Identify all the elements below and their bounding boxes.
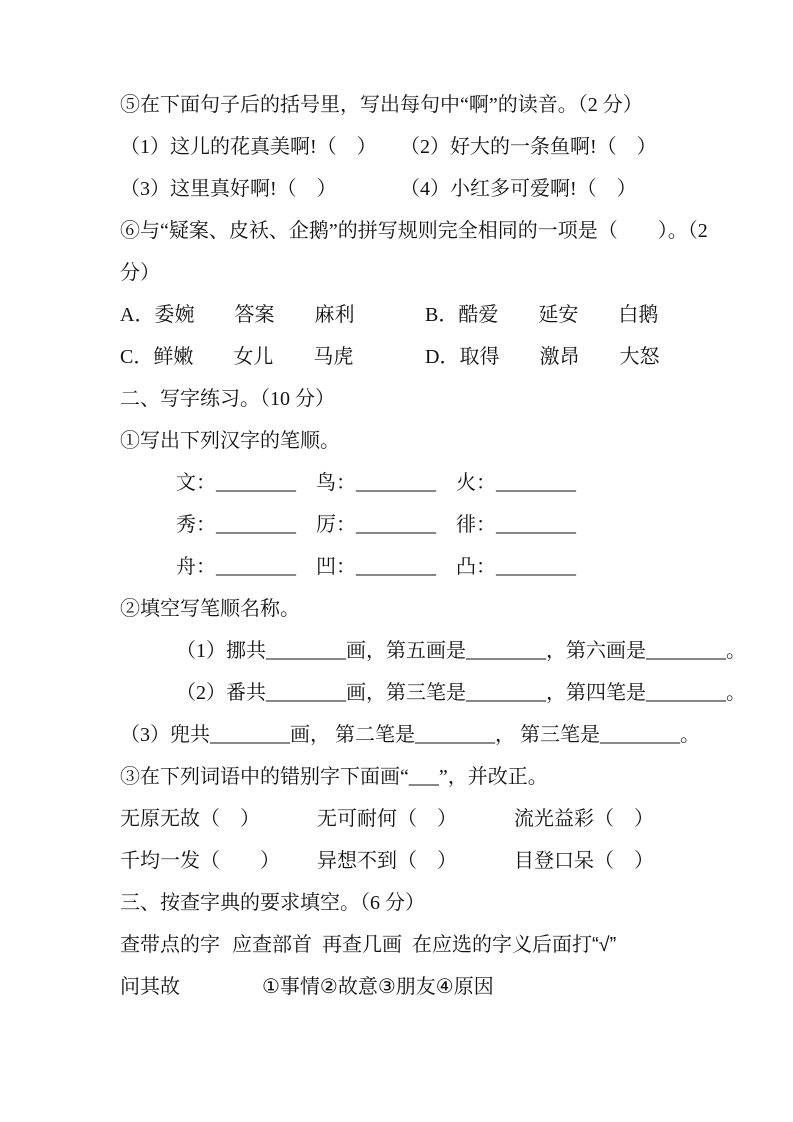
dict-header-cell: 在应选的字义后面打“√”: [412, 934, 617, 956]
dict-header-row: [120, 924, 693, 966]
dict-entry-word: 问其故: [120, 976, 180, 998]
stroke-row-1: [120, 462, 693, 504]
section2-header: 二、写字练习。（10 分）: [120, 388, 335, 410]
q6-option-d: D．取得 激昂 大怒: [425, 346, 660, 368]
section3-header: 三、按查字典的要求填空。（6 分）: [120, 892, 425, 914]
q5-item-3: （3）这里真好啊!（ ）: [120, 178, 337, 200]
q6-option-a: A．委婉 答案 麻利: [120, 304, 355, 326]
stroke-cell: 徘：________: [456, 514, 576, 536]
dict-entry-meanings: ①事情②故意③朋友④原因: [262, 976, 494, 998]
stroke-cell: 鸟：________: [316, 472, 436, 494]
wrong-words-row-2: [120, 840, 693, 882]
wrong-word-cell: 目登口呆（ ）: [514, 850, 654, 872]
q6-option-b: B．酷爱 延安 白鹅: [425, 304, 659, 326]
q6-header-line1: ⑥与“疑案、皮袄、企鹅”的拼写规则完全相同的一项是（ ）。（2: [120, 220, 708, 242]
q6-header-line2: 分）: [120, 262, 160, 284]
q5-item-2: （2）好大的一条鱼啊!（ ）: [400, 136, 657, 158]
s2q2-item-3: （3）兜共________画， 第二笔是________， 第三笔是________。: [120, 724, 700, 746]
q5-item-4: （4）小红多可爱啊!（ ）: [400, 178, 637, 200]
dict-header-cell: 再查几画: [322, 934, 402, 956]
stroke-cell: 厉：________: [316, 514, 436, 536]
q5-header: ⑤在下面句子后的括号里，写出每句中“啊”的读音。（2 分）: [120, 94, 643, 116]
stroke-cell: 火：________: [456, 472, 576, 494]
s2q2-item-2: （2）番共________画，第三笔是________，第四笔是________。: [176, 682, 746, 704]
s2q3-header: ③在下列词语中的错别字下面画“___”，并改正。: [120, 766, 548, 788]
s2q1-header: ①写出下列汉字的笔顺。: [120, 430, 340, 452]
q5-row-1: [120, 126, 693, 168]
stroke-row-3: [120, 546, 693, 588]
q5-row-2: [120, 168, 693, 210]
stroke-cell: 凹：________: [316, 556, 436, 578]
dict-header-cell: 应查部首: [232, 934, 312, 956]
stroke-cell: 秀：________: [176, 514, 296, 536]
wrong-word-cell: 异想不到（ ）: [317, 850, 457, 872]
wrong-word-cell: 无可耐何（ ）: [317, 808, 457, 830]
dict-header-cell: 查带点的字: [120, 934, 220, 956]
q6-options-row-2: [120, 336, 693, 378]
stroke-row-2: [120, 504, 693, 546]
q6-options-row-1: [120, 294, 693, 336]
dict-entry-row: [120, 966, 693, 1008]
s2q2-header: ②填空写笔顺名称。: [120, 598, 300, 620]
q6-option-c: C．鲜嫩 女儿 马虎: [120, 346, 354, 368]
s2q2-item-1: （1）挪共________画，第五画是________，第六画是________。: [176, 640, 746, 662]
q5-item-1: （1）这儿的花真美啊!（ ）: [120, 136, 377, 158]
wrong-words-row-1: [120, 798, 693, 840]
wrong-word-cell: 无原无故（ ）: [120, 808, 260, 830]
stroke-cell: 舟：________: [176, 556, 296, 578]
wrong-word-cell: 千均一发（ ）: [120, 850, 280, 872]
stroke-cell: 凸：________: [456, 556, 576, 578]
wrong-word-cell: 流光益彩（ ）: [514, 808, 654, 830]
stroke-cell: 文：________: [176, 472, 296, 494]
